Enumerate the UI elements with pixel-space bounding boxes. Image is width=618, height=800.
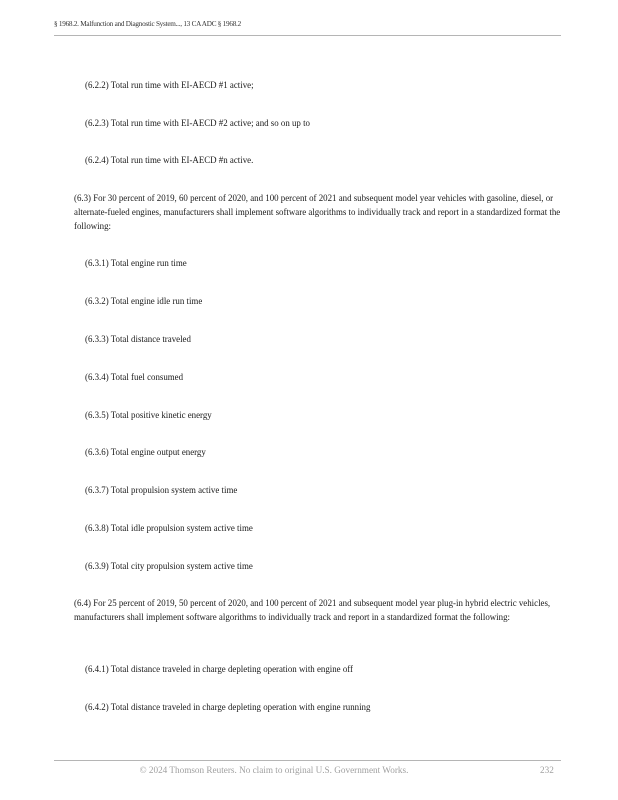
list-item-6-3-3: (6.3.3) Total distance traveled (85, 334, 191, 344)
list-item-6-2-2: (6.2.2) Total run time with EI-AECD #1 active; (85, 80, 254, 90)
list-item-6-3-7: (6.3.7) Total propulsion system active time (85, 485, 238, 495)
footer-divider (54, 760, 561, 761)
list-item-6-4-1: (6.4.1) Total distance traveled in charge depleting operation with engine off (85, 664, 354, 674)
paragraph-6-3: (6.3) For 30 percent of 2019, 60 percent of 2020, and 100 percent of 2021 and subsequent model year vehicles with gasoline, diesel, or alternate-fueled engines, manufacturers shall implement software algorithms to individually track and report in a standardized format the following: (74, 193, 561, 232)
footer-copyright: © 2024 Thomson Reuters. No claim to original U.S. Government Works. (139, 765, 409, 775)
list-item-6-3-4: (6.3.4) Total fuel consumed (85, 372, 184, 382)
list-item-6-3-6: (6.3.6) Total engine output energy (85, 447, 206, 457)
paragraph-6-4: (6.4) For 25 percent of 2019, 50 percent of 2020, and 100 percent of 2021 and subsequent model year plug-in hybrid electric vehicles, manufacturers shall implement software algorithms to individually track and report in a standardized format the following: (74, 598, 551, 623)
list-item-6-3-9: (6.3.9) Total city propulsion system active time (85, 561, 253, 571)
list-item-6-2-3: (6.2.3) Total run time with EI-AECD #2 active; and so on up to (85, 118, 310, 128)
page-number: 232 (540, 765, 554, 775)
list-item-6-4-2: (6.4.2) Total distance traveled in charge depleting operation with engine running (85, 702, 371, 712)
list-item-6-3-8: (6.3.8) Total idle propulsion system active time (85, 523, 253, 533)
list-item-6-3-2: (6.3.2) Total engine idle run time (85, 296, 203, 306)
page-header-citation: § 1968.2. Malfunction and Diagnostic System..., 13 CA ADC § 1968.2 (54, 20, 241, 28)
header-divider (54, 35, 561, 36)
list-item-6-3-1: (6.3.1) Total engine run time (85, 258, 187, 268)
list-item-6-2-4: (6.2.4) Total run time with EI-AECD #n active. (85, 155, 254, 165)
list-item-6-3-5: (6.3.5) Total positive kinetic energy (85, 410, 212, 420)
